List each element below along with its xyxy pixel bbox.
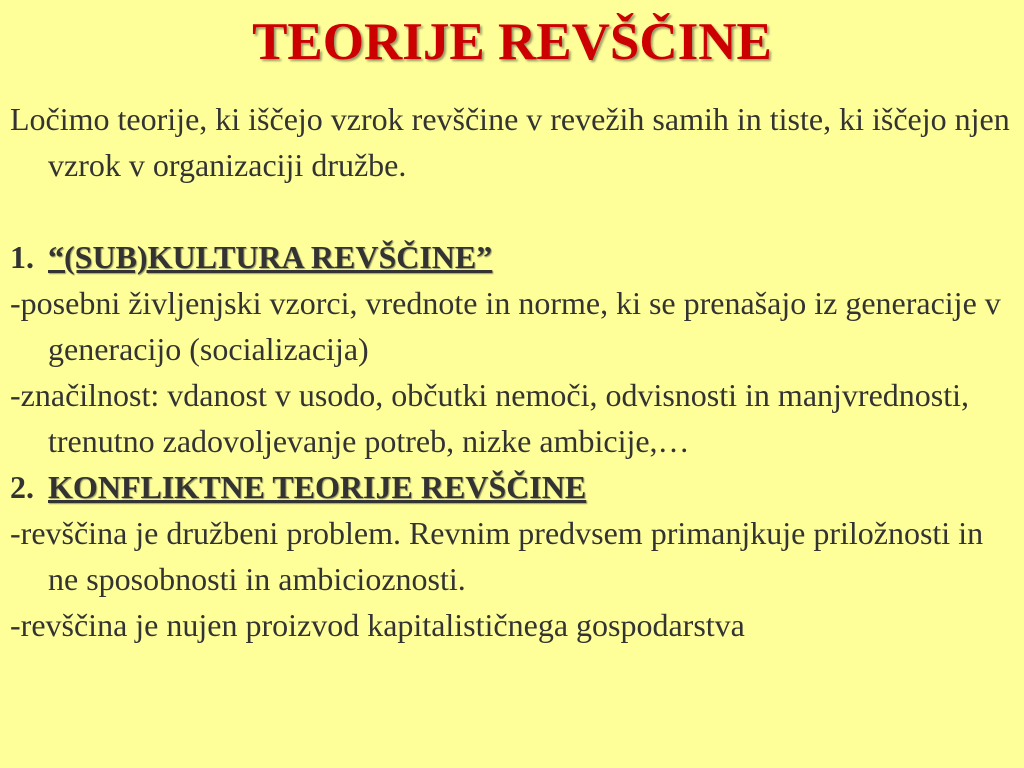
section-2-title: KONFLIKTNE TEORIJE REVŠČINE — [48, 469, 587, 505]
section-2-heading — [10, 464, 1015, 510]
slide-title: TEORIJE REVŠČINE — [252, 13, 772, 71]
section-2-point-2: -revščina je nujen proizvod kapitalističnega gospodarstva — [10, 607, 745, 643]
intro-paragraph: Ločimo teorije, ki iščejo vzrok revščine v revežih samih in tiste, ki iščejo njen vzrok v organizaciji družbe. — [10, 101, 1010, 183]
spacer — [10, 188, 1015, 234]
section-1-title: “(SUB)KULTURA REVŠČINE” — [48, 239, 493, 275]
section-2-point-1: -revščina je družbeni problem. Revnim predvsem primanjkuje priložnosti in ne sposobnosti in ambicioznosti. — [10, 515, 984, 597]
section-1-point-2: -značilnost: vdanost v usodo, občutki nemoči, odvisnosti in manjvrednosti, trenutno zadovoljevanje potreb, nizke ambicije,… — [10, 377, 969, 459]
section-2-number: 2. — [10, 469, 34, 505]
slide-body — [10, 96, 1015, 648]
section-1-point-1: -posebni življenjski vzorci, vrednote in norme, ki se prenašajo iz generacije v generacijo (socializacija) — [10, 285, 1001, 367]
section-1-heading — [10, 234, 1015, 280]
section-1-number: 1. — [10, 239, 34, 275]
